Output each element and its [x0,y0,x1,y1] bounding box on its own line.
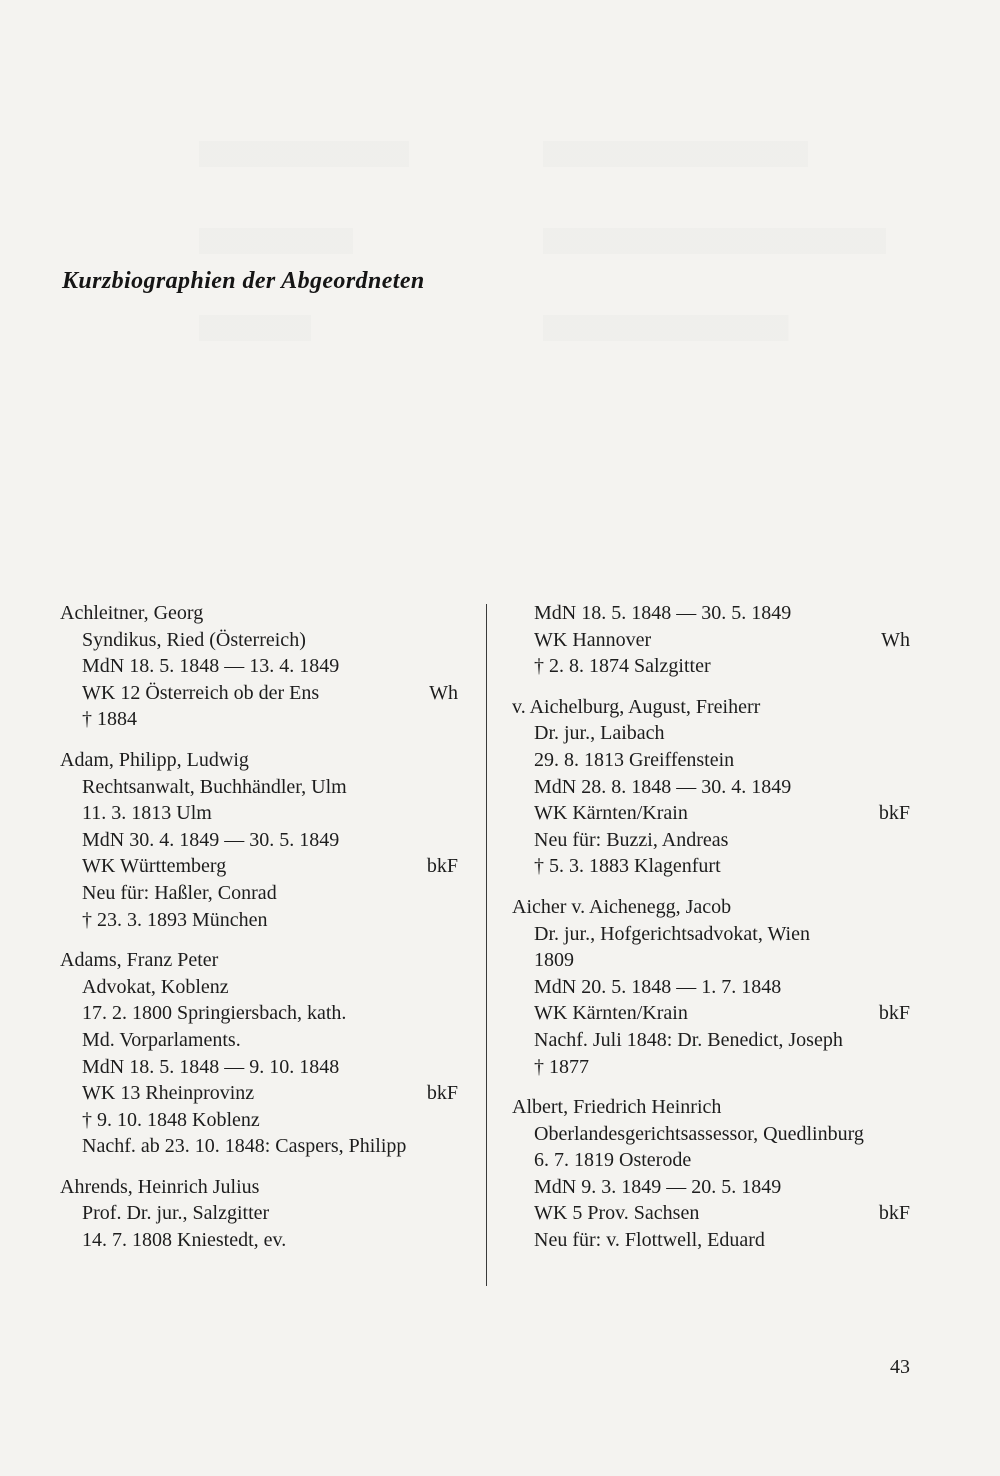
entry-line [512,921,912,948]
deputy-name: v. Aichelburg, August, Freiherr [512,695,761,718]
entry-line-text: † 1884 [82,708,137,731]
biography-entry [60,947,460,1160]
biography-entry [512,1094,912,1254]
entry-line-text: MdN 20. 5. 1848 — 1. 7. 1848 [534,975,782,998]
entry-line [60,680,460,707]
entry-line [512,1174,912,1201]
deputy-name: Adam, Philipp, Ludwig [60,748,249,771]
biography-entry [512,894,912,1080]
faction-tag: bkF [426,855,458,878]
entry-line [60,774,460,801]
entry-line [512,1121,912,1148]
entry-line-text: MdN 9. 3. 1849 — 20. 5. 1849 [534,1175,782,1198]
entry-line-text: MdN 28. 8. 1848 — 30. 4. 1849 [534,775,792,798]
entry-line-text: MdN 18. 5. 1848 — 30. 5. 1849 [534,602,792,624]
entry-line [512,974,912,1001]
entry-line-text: Nachf. ab 23. 10. 1848: Caspers, Philipp [82,1135,407,1158]
entry-line [512,600,912,627]
entry-line [512,1054,912,1081]
faction-tag: Wh [881,628,910,651]
entry-line [512,1227,912,1254]
faction-tag: Wh [429,681,458,704]
entry-line [512,1200,912,1227]
show-through-text-right [535,88,925,402]
entry-line [512,653,912,680]
entry-line-text: Neu für: Haßler, Conrad [82,881,277,904]
biography-entry [60,600,460,733]
entry-line [60,706,460,733]
show-through-text [185,88,465,402]
entry-line-text: WK Kärnten/Krain [534,1002,688,1025]
faction-tag: bkF [878,1202,910,1225]
entry-line-text: Syndikus, Ried (Österreich) [82,628,306,651]
entry-line-text: 6. 7. 1819 Osterode [534,1149,692,1172]
deputy-name: Achleitner, Georg [60,602,204,624]
entry-line [512,720,912,747]
entry-line [60,853,460,880]
entry-line [60,974,460,1001]
page-number: 43 [890,1356,910,1378]
entry-line [512,853,912,880]
entry-line-text: Neu für: Buzzi, Andreas [534,828,729,851]
entry-line-text: Oberlandesgerichtsassessor, Quedlinburg [534,1122,864,1145]
faction-tag: bkF [426,1082,458,1105]
entry-line [512,1027,912,1054]
entry-line [512,800,912,827]
left-column [60,600,460,1268]
biography-entry [512,600,912,680]
entry-line-text: WK Kärnten/Krain [534,802,688,825]
entry-line-text: 29. 8. 1813 Greiffenstein [534,748,735,771]
entry-line-text: † 1877 [534,1055,589,1078]
entry-line-text: 14. 7. 1808 Kniestedt, ev. [82,1229,287,1252]
right-column [512,600,912,1268]
entry-line-text: MdN 30. 4. 1849 — 30. 5. 1849 [82,828,340,851]
deputy-name: Albert, Friedrich Heinrich [512,1096,722,1119]
entry-line-text: WK Württemberg [82,855,227,878]
entry-line-text: WK Hannover [534,628,652,651]
entry-line-text: Advokat, Koblenz [82,975,229,998]
biography-entry [60,747,460,933]
entry-line [512,627,912,654]
faction-tag: bkF [878,1002,910,1025]
entry-line [60,1000,460,1027]
entry-line [512,947,912,974]
entry-line-text: † 9. 10. 1848 Koblenz [82,1108,260,1131]
entry-line-text: † 2. 8. 1874 Salzgitter [534,655,711,678]
entry-line-text: WK 12 Österreich ob der Ens [82,681,320,704]
entry-line [60,1027,460,1054]
entry-line [60,880,460,907]
entry-line-text: MdN 18. 5. 1848 — 13. 4. 1849 [82,655,340,678]
deputy-name: Adams, Franz Peter [60,949,219,972]
biography-entry [60,1174,460,1254]
page-title: Kurzbiographien der Abgeordneten [62,268,425,294]
entry-line [60,1200,460,1227]
deputy-name: Ahrends, Heinrich Julius [60,1175,260,1198]
entry-line-text: MdN 18. 5. 1848 — 9. 10. 1848 [82,1055,340,1078]
entry-line [60,827,460,854]
entry-line-text: 17. 2. 1800 Springiersbach, kath. [82,1002,347,1025]
entry-line [60,1227,460,1254]
entry-line [60,1080,460,1107]
entry-line-text: † 23. 3. 1893 München [82,908,268,931]
entry-line [60,627,460,654]
biography-entry [512,694,912,880]
entry-line-text: Dr. jur., Laibach [534,722,665,745]
entry-line-text: Neu für: v. Flottwell, Eduard [534,1229,765,1252]
entry-line-text: Rechtsanwalt, Buchhändler, Ulm [82,775,347,798]
faction-tag: bkF [878,802,910,825]
entry-line [512,747,912,774]
entry-line [60,1107,460,1134]
entry-line [60,1133,460,1160]
entry-line-text: 1809 [534,949,574,972]
entry-line-text: WK 5 Prov. Sachsen [534,1202,700,1225]
entry-line [512,1147,912,1174]
entry-line [512,827,912,854]
entry-line-text: WK 13 Rheinprovinz [82,1082,255,1105]
column-divider [486,604,487,1286]
deputy-name: Aicher v. Aichenegg, Jacob [512,895,732,918]
entry-line [60,800,460,827]
entry-line-text: Dr. jur., Hofgerichtsadvokat, Wien [534,922,810,945]
entry-line-text: Md. Vorparlaments. [82,1028,241,1051]
entry-line [60,653,460,680]
entry-line [60,907,460,934]
entry-line [512,774,912,801]
entry-line-text: † 5. 3. 1883 Klagenfurt [534,855,721,878]
entry-line-text: 11. 3. 1813 Ulm [82,802,212,825]
entry-line [60,1054,460,1081]
entry-line-text: Prof. Dr. jur., Salzgitter [82,1202,270,1225]
entry-line-text: Nachf. Juli 1848: Dr. Benedict, Joseph [534,1028,843,1051]
entry-line [512,1000,912,1027]
